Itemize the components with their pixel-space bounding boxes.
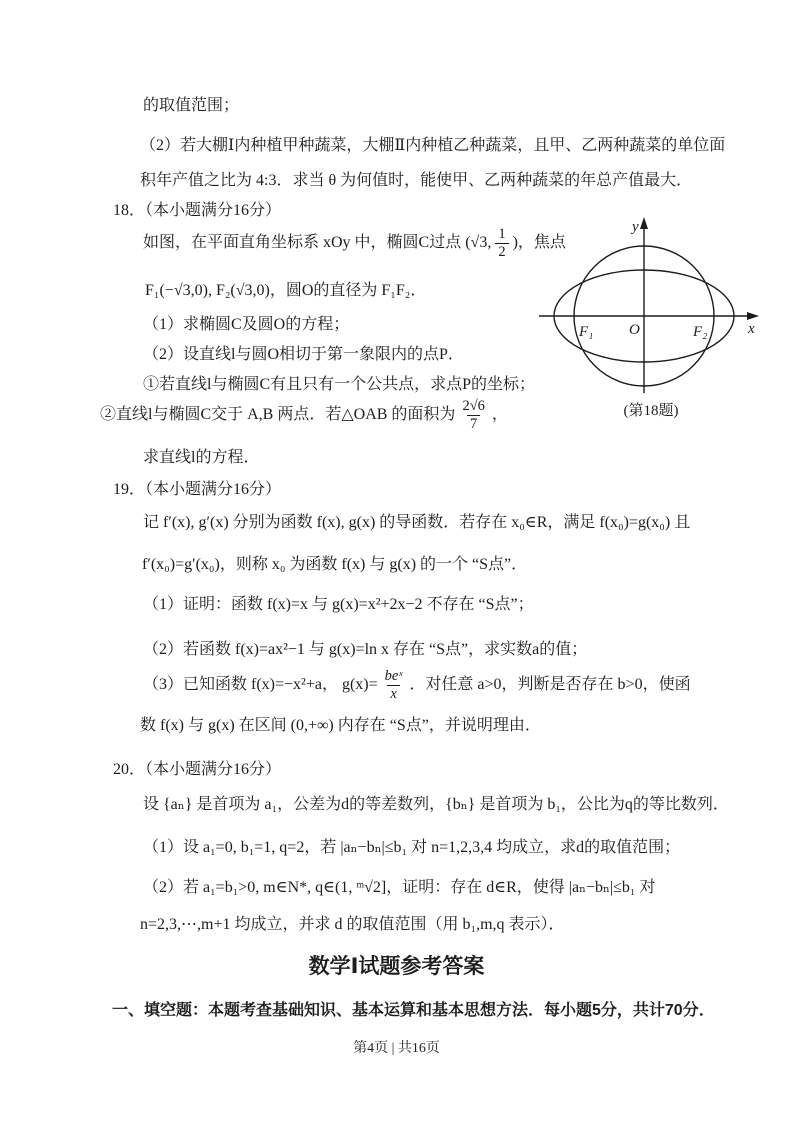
answers-section1: 一、填空题：本题考查基础知识、基本运算和基本思想方法．每小题5分，共计70分． <box>112 1002 715 1019</box>
q20-part1: （1）设 a₁=0, b₁=1, q=2，若 |aₙ−bₙ|≤b₁ 对 n=1,2,3,4 均成立，求d的取值范围； <box>143 839 681 856</box>
fraction-denominator: 7 <box>467 415 480 433</box>
focus1-label: F₁ <box>579 324 594 340</box>
fraction-bex-over-x <box>382 668 406 702</box>
q18-header: 18．（本小题满分16分） <box>113 202 282 219</box>
q18-sub2-end: 求直线l的方程． <box>143 449 260 466</box>
q19-part1: （1）证明：函数 f(x)=x 与 g(x)=x²+2x−2 不存在 “S点”； <box>143 596 534 613</box>
q20-part2-line2: n=2,3,⋯,m+1 均成立，并求 d 的取值范围（用 b₁,m,q 表示）． <box>140 916 565 933</box>
q19-part3-cont: 数 f(x) 与 g(x) 在区间 (0,+∞) 内存在 “S点”，并说明理由． <box>140 717 541 734</box>
fraction-numerator: 2√6 <box>462 398 485 414</box>
origin-label: O <box>629 322 640 338</box>
text-segment: ．对任意 a>0，判断是否存在 b>0，使函 <box>409 676 691 694</box>
focus2-label: F₂ <box>693 324 708 340</box>
x-axis-label: x <box>748 321 755 337</box>
q19-intro-line2: f′(x₀)=g′(x₀)，则称 x₀ 为函数 f(x) 与 g(x) 的一个 “S点”． <box>142 556 528 573</box>
q18-part1: （1）求椭圆C及圆O的方程； <box>143 316 350 333</box>
q19-part3 <box>143 668 691 702</box>
fraction-numerator: 1 <box>498 226 506 242</box>
q19-intro-line1: 记 f′(x), g′(x) 分别为函数 f(x), g(x) 的导函数．若存在 x₀∈R，满足 f(x₀)=g(x₀) 且 <box>143 514 691 531</box>
q18-sub1: ①若直线l与椭圆C有且只有一个公共点，求点P的坐标； <box>143 376 536 393</box>
x-axis-arrow <box>747 312 759 320</box>
text-segment: 如图，在平面直角坐标系 xOy 中，椭圆C过点 (√3, <box>143 234 492 252</box>
q17-line2: （2）若大棚Ⅰ内种植甲种蔬菜，大棚Ⅱ内种植乙种蔬菜，且甲、乙两种蔬菜的单位面 <box>140 137 726 154</box>
figure-18-plot <box>537 213 765 397</box>
fraction-2root6-over-7 <box>459 398 487 432</box>
text-segment: （3）已知函数 f(x)=−x²+a， g(x)= <box>143 676 378 694</box>
q18-intro-line2: F₁(−√3,0), F₂(√3,0)，圆O的直径为 F₁F₂． <box>145 282 427 299</box>
figure-18-caption: (第18题) <box>623 403 679 419</box>
q19-part2: （2）若函数 f(x)=ax²−1 与 g(x)=ln x 存在 “S点”，求实数a的值； <box>143 641 588 658</box>
q18-sub2 <box>100 398 508 432</box>
text-segment: ， <box>491 406 508 424</box>
q19-header: 19．（本小题满分16分） <box>113 481 282 498</box>
fraction-numerator: beˣ <box>384 668 403 684</box>
fraction-denominator: 2 <box>495 243 508 261</box>
y-axis-arrow <box>640 217 648 229</box>
q20-header: 20．（本小题满分16分） <box>113 761 282 778</box>
figure-18 <box>537 213 765 420</box>
text-segment: )，焦点 <box>512 234 566 252</box>
q18-part2: （2）设直线l与圆O相切于第一象限内的点P． <box>143 346 464 363</box>
q20-intro: 设 {aₙ} 是首项为 a₁，公差为d的等差数列，{bₙ} 是首项为 b₁，公比为q的等比数列． <box>143 796 729 813</box>
q17-line1: 的取值范围； <box>143 97 240 114</box>
fraction-one-half <box>495 226 508 260</box>
page-footer: 第4页 | 共16页 <box>353 1041 440 1056</box>
q18-intro-line1 <box>143 226 566 260</box>
q17-line3: 积年产值之比为 4:3．求当 θ 为何值时，能使甲、乙两种蔬菜的年总产值最大． <box>140 172 693 189</box>
fraction-denominator: x <box>387 685 399 703</box>
y-axis-label: y <box>632 219 639 235</box>
text-segment: ②直线l与椭圆C交于 A,B 两点．若△OAB 的面积为 <box>100 406 456 424</box>
answers-title: 数学Ⅰ试题参考答案 <box>308 955 485 978</box>
q20-part2-line1: （2）若 a₁=b₁>0, m∈N*, q∈(1, ᵐ√2]，证明：存在 d∈R，使得 |aₙ−bₙ|≤b₁ 对 <box>143 879 656 896</box>
